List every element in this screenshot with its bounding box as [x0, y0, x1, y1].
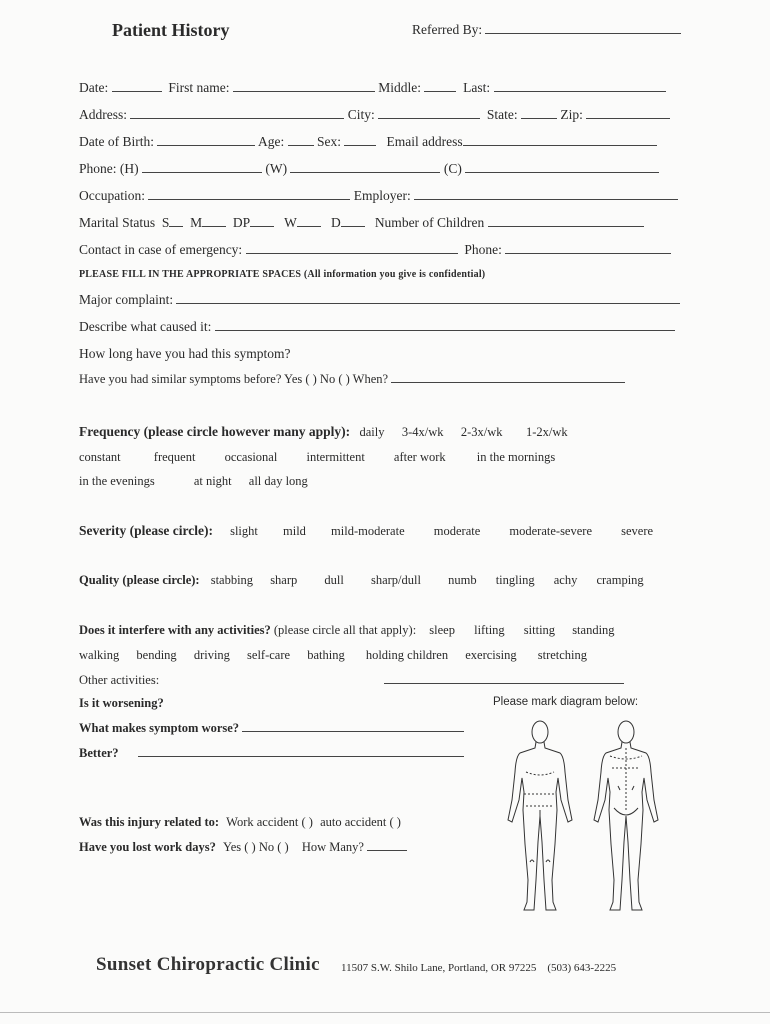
quality-row — [79, 573, 644, 588]
emergency-contact-field[interactable] — [246, 242, 458, 254]
quality-option[interactable]: cramping — [596, 573, 644, 587]
phone-row: Phone: (H) (W) (C) — [79, 161, 659, 177]
similar-row: Have you had similar symptoms before? Yes ( ) No ( ) When? — [79, 371, 625, 387]
freq-option[interactable]: constant — [79, 450, 121, 464]
better-field[interactable] — [138, 745, 464, 757]
address-row: Address: City: State: Zip: — [79, 107, 670, 123]
major-complaint-field[interactable] — [176, 292, 680, 304]
middle-name-field[interactable] — [424, 80, 456, 92]
other-activities-row: Other activities: — [79, 672, 624, 688]
other-activities-field[interactable] — [384, 672, 624, 684]
activities-row-1 — [79, 623, 615, 638]
frequency-label: Frequency (please circle however many apply): — [79, 424, 351, 439]
first-name-field[interactable] — [233, 80, 375, 92]
quality-label: Quality (please circle): — [79, 573, 200, 587]
diagram-label: Please mark diagram below: — [493, 696, 639, 708]
quality-option[interactable]: sharp — [270, 573, 298, 587]
severity-row — [79, 523, 653, 539]
address-field[interactable] — [130, 107, 344, 119]
age-field[interactable] — [288, 134, 314, 146]
body-diagram[interactable] — [494, 712, 674, 922]
severity-option[interactable]: moderate — [433, 524, 481, 538]
quality-option[interactable]: stabbing — [210, 573, 254, 587]
activity-option[interactable]: sitting — [523, 623, 556, 637]
freq-option[interactable]: intermittent — [306, 450, 365, 464]
how-long-label: How long have you had this symptom? — [79, 346, 291, 361]
severity-option[interactable]: severe — [621, 524, 654, 538]
activity-option[interactable]: sleep — [429, 623, 455, 637]
clinic-name: Sunset Chiropractic Clinic — [96, 954, 320, 975]
quality-option[interactable]: achy — [553, 573, 578, 587]
better-row: Better? — [79, 745, 464, 761]
activity-option[interactable]: bending — [136, 648, 177, 662]
dob-row: Date of Birth: Age: Sex: Email address — [79, 134, 657, 150]
employer-field[interactable] — [414, 188, 678, 200]
phone-home-field[interactable] — [142, 161, 262, 173]
injury-related-row: Was this injury related to: Work accident ( ) auto accident ( ) — [79, 815, 401, 829]
zip-field[interactable] — [586, 107, 670, 119]
marital-row: Marital Status S M DP W D Number of Children — [79, 215, 644, 231]
activity-option[interactable]: driving — [193, 648, 230, 662]
phone-work-field[interactable] — [290, 161, 440, 173]
activity-option[interactable]: self-care — [247, 648, 291, 662]
marital-s-field[interactable] — [169, 215, 183, 227]
frequency-row-1 — [79, 424, 568, 440]
last-name-field[interactable] — [494, 80, 666, 92]
frequency-row-3 — [79, 474, 308, 489]
severity-label: Severity (please circle): — [79, 523, 213, 538]
work-accident-option[interactable]: Work accident ( ) — [226, 815, 313, 829]
referred-by-label: Referred By: — [412, 22, 681, 38]
activity-option[interactable]: bathing — [307, 648, 345, 662]
occupation-row: Occupation: Employer: — [79, 188, 678, 204]
freq-option[interactable]: frequent — [153, 450, 196, 464]
freq-option[interactable]: occasional — [224, 450, 278, 464]
activity-option[interactable]: walking — [79, 648, 120, 662]
frequency-row-2 — [79, 450, 555, 465]
clinic-phone: (503) 643-2225 — [547, 962, 617, 974]
worsening-label: Is it worsening? — [79, 696, 164, 710]
activity-option[interactable]: lifting — [474, 623, 505, 637]
freq-option[interactable]: 2-3x/wk — [460, 425, 503, 439]
activity-option[interactable]: stretching — [537, 648, 588, 662]
activities-label: Does it interfere with any activities? — [79, 623, 271, 637]
children-field[interactable] — [488, 215, 644, 227]
page-edge-divider — [0, 1012, 770, 1013]
auto-accident-option[interactable]: auto accident ( ) — [320, 815, 401, 829]
when-field[interactable] — [391, 371, 625, 383]
name-row: Date: First name: Middle: Last: — [79, 80, 666, 96]
form-title: Patient History — [112, 20, 230, 40]
lost-days-options[interactable]: Yes ( ) No ( ) — [222, 840, 289, 854]
lost-days-row: Have you lost work days? Yes ( ) No ( ) How Many? — [79, 839, 407, 855]
marital-d-field[interactable] — [341, 215, 365, 227]
severity-option[interactable]: slight — [230, 524, 258, 538]
cause-field[interactable] — [215, 319, 675, 331]
freq-option[interactable]: daily — [359, 425, 385, 439]
front-body-icon — [508, 721, 572, 910]
occupation-field[interactable] — [148, 188, 350, 200]
referred-by-field[interactable] — [485, 22, 681, 34]
quality-option[interactable]: dull — [324, 573, 344, 587]
activity-option[interactable]: holding children — [365, 648, 449, 662]
activities-hint: (please circle all that apply): — [273, 623, 417, 637]
quality-option[interactable]: tingling — [495, 573, 535, 587]
date-field[interactable] — [112, 80, 162, 92]
sex-field[interactable] — [344, 134, 376, 146]
major-complaint-row: Major complaint: — [79, 292, 680, 308]
freq-option[interactable]: all day long — [248, 474, 308, 488]
emergency-row: Contact in case of emergency: Phone: — [79, 242, 671, 258]
activity-option[interactable]: standing — [572, 623, 615, 637]
marital-dp-field[interactable] — [250, 215, 274, 227]
activity-option[interactable]: exercising — [465, 648, 517, 662]
worse-row: What makes symptom worse? — [79, 720, 464, 736]
back-body-icon — [594, 721, 658, 910]
freq-option[interactable]: 3-4x/wk — [401, 425, 444, 439]
how-many-field[interactable] — [367, 839, 407, 851]
quality-option[interactable]: numb — [448, 573, 477, 587]
freq-option[interactable]: at night — [193, 474, 232, 488]
freq-option[interactable]: in the evenings — [79, 474, 155, 488]
state-field[interactable] — [521, 107, 557, 119]
freq-option[interactable]: after work — [393, 450, 446, 464]
confidential-notice: PLEASE FILL IN THE APPROPRIATE SPACES (All information you give is confidential) — [79, 269, 486, 280]
worse-field[interactable] — [242, 720, 464, 732]
freq-option[interactable]: in the mornings — [476, 450, 556, 464]
marital-m-field[interactable] — [202, 215, 226, 227]
phone-cell-field[interactable] — [465, 161, 659, 173]
marital-w-field[interactable] — [297, 215, 321, 227]
quality-option[interactable]: sharp/dull — [370, 573, 421, 587]
activities-row-2 — [79, 648, 587, 663]
emergency-phone-field[interactable] — [505, 242, 671, 254]
cause-row: Describe what caused it: — [79, 319, 675, 335]
severity-option[interactable]: mild-moderate — [331, 524, 405, 538]
severity-option[interactable]: mild — [283, 524, 306, 538]
email-field[interactable] — [463, 134, 657, 146]
severity-option[interactable]: moderate-severe — [509, 524, 592, 538]
city-field[interactable] — [378, 107, 480, 119]
dob-field[interactable] — [157, 134, 255, 146]
clinic-address: 11507 S.W. Shilo Lane, Portland, OR 97225 (503) 643-2225 — [341, 962, 617, 974]
freq-option[interactable]: 1-2x/wk — [525, 425, 568, 439]
